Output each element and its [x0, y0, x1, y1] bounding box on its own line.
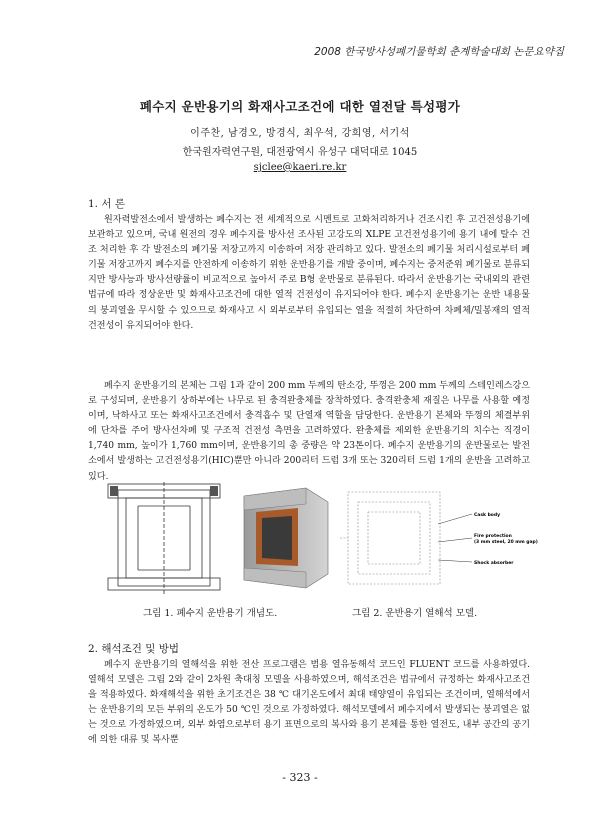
intro-paragraph-1: 원자력발전소에서 발생하는 폐수지는 전 세계적으로 시멘트로 고화처리하거나 건조시킨 후 고건전성용기에 보관하고 있으며, 국내 원전의 경우 폐수지를 방사선 조사된 고강도의 XLPE 고건전성용기에 용기 내에 탈수 건조 처리한 후 각 발전소의 폐기물 저장고까지 이송하여 저장 관리하고 있다. 발전소의 폐기물 처리시설로부터 폐기물 저장고까지 폐수지를 안전하게 이송하기 위한 운반용기를 개발 중이며, 폐수지는 중저준위 폐기물로 분류되지만 방사능과 방사선량률이 비교적으로 높아서 주로 B형 운반물로 분류된다. 따라서 운반용기는 국내외의 관련법규에 따라 정상운반 및 화재사고조건에 대한 열적 건전성이 유지되어야 한다. 폐수지 운반용기는 운반 내용물의 붕괴열을 무시할 수 있으므로 화재사고 시 외부로부터 유입되는 열을 적절히 차단하여 차폐체/밀봉재의 열적 건전성이 유지되어야 한다.	[88, 215, 530, 331]
fig2-label-shock-absorber: Shock absorber	[474, 561, 514, 566]
paper-affiliation: 한국원자력연구원, 대전광역시 유성구 대덕대로 1045	[182, 147, 418, 158]
fig2-label-fire-protection: Fire protection	[474, 534, 512, 539]
fig2-label-cask-body: Cask body	[474, 513, 501, 518]
intro-paragraph-2: 폐수지 운반용기의 본체는 그림 1과 같이 200 mm 두께의 탄소강, 뚜껑은 200 mm 두께의 스테인레스강으로 구성되며, 운반용기 상하부에는 나무로 된 충격완충체를 장착하였다. 충격완충체 재질은 나무를 사용할 예정이며, 낙하사고 또는 화재사고조건에서 충격흡수 및 단열재 역할을 담당한다. 운반용기 본체와 뚜껑의 체결부위에 단차를 주어 방사선차폐 및 구조적 건전성 측면을 고려하였다. 완충체를 제외한 운반용기의 치수는 직경이 1,740 mm, 높이가 1,760 mm이며, 운반용기의 총 중량은 약 23톤이다. 폐수지 운반용기의 운반물로는 발전소에서 발생하는 고건전성용기(HIC)뿐만 아니라 200리터 드럼 3개 또는 320리터 드럼 1개의 운반을 고려하고 있다.	[88, 381, 530, 482]
paper-authors: 이주찬, 남경오, 방경식, 최우석, 강희영, 서기석	[190, 128, 410, 139]
figure-1-caption: 그림 1. 폐수지 운반용기 개념도.	[143, 608, 278, 619]
section-heading-methods: 2. 해석조건 및 방법	[88, 643, 180, 655]
paper-title: 폐수지 운반용기의 화재사고조건에 대한 열전달 특성평가	[139, 99, 461, 114]
page-number: - 323 -	[282, 771, 318, 784]
fig2-label-fire-protection-detail: (3 mm steel, 20 mm gap)	[474, 540, 538, 545]
cask-schematic-drawing	[98, 482, 226, 594]
section-heading-intro: 1. 서 론	[88, 198, 125, 210]
thermal-analysis-model	[340, 482, 538, 594]
running-header: 2008 한국방사성폐기물학회 춘계학술대회 논문요약집	[314, 46, 564, 58]
author-email-link[interactable]: sjclee@kaeri.re.kr	[253, 162, 347, 173]
methods-paragraph-1: 폐수지 운반용기의 열해석을 위한 전산 프로그램은 범용 열유동해석 코드인 FLUENT 코드를 사용하였다. 열해석 모델은 그림 2와 같이 2차원 축대칭 모델을 사용하였으며, 해석조건은 법규에서 규정하는 화재사고조건을 적용하였다. 화재해석을 위한 초기조건은 38 ℃ 대기온도에서 최대 태양열이 유입되는 조건이며, 열해석에서는 운반용기의 모든 부위의 온도가 50 ℃인 것으로 가정하였다. 해석모델에서 폐수지에서 발생되는 붕괴열은 없는 것으로 가정하였으며, 외부 화염으로부터 용기 표면으로의 복사와 용기 본체를 통한 열전도, 내부 공간의 공기에 의한 대류 및 복사뿐	[88, 660, 530, 746]
figure-2-caption: 그림 2. 운반용기 열해석 모델.	[352, 608, 478, 619]
figure-row	[88, 482, 538, 594]
cask-3d-model	[236, 482, 336, 594]
